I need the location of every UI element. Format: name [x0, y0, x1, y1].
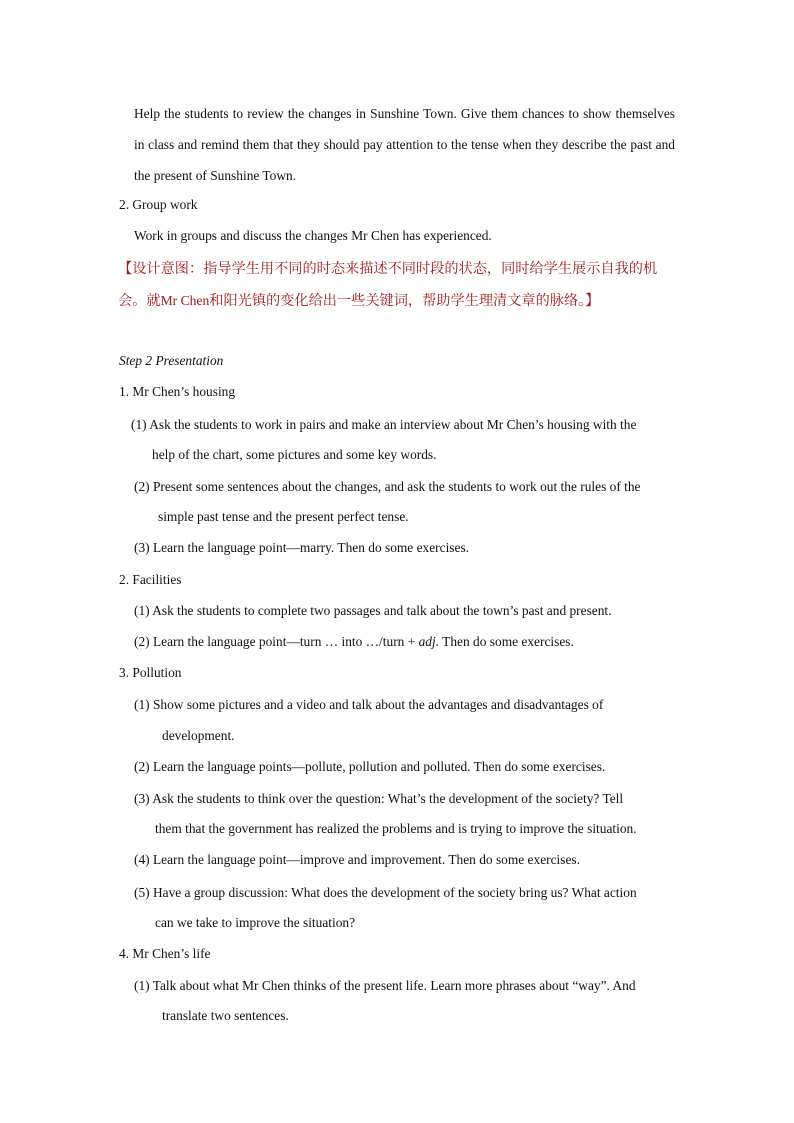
pollution-item-5-line-2: can we take to improve the situation?: [155, 915, 356, 930]
life-item-1-line-2: translate two sentences.: [162, 1008, 289, 1023]
group-work-heading: 2. Group work: [119, 197, 198, 212]
pollution-item-5-line-1: (5) Have a group discussion: What does the development of the society bring us? What action: [134, 885, 637, 900]
pollution-item-1-line-2: development.: [162, 728, 235, 743]
housing-item-2-line-2: simple past tense and the present perfect tense.: [158, 509, 409, 524]
pollution-item-3: [134, 783, 675, 814]
note-open-bracket: 【: [118, 261, 133, 277]
pollution-item-4: (4) Learn the language point—improve and improvement. Then do some exercises.: [134, 852, 580, 867]
note-close-bracket: 】: [585, 293, 600, 309]
facilities-item-1: (1) Ask the students to complete two passages and talk about the town’s past and present.: [134, 603, 612, 618]
facilities-heading: 2. Facilities: [119, 572, 182, 587]
note-english-name: Mr Chen: [160, 293, 210, 308]
life-item-1-line-1: (1) Talk about what Mr Chen thinks of the present life. Learn more phrases about “way”. And: [134, 978, 636, 993]
pollution-item-3-line-2: them that the government has realized the problems and is trying to improve the situation.: [155, 821, 637, 836]
intro-paragraph: Help the students to review the changes in Sunshine Town. Give them chances to show themselves in class and remind them that they should pay attention to the tense when they describe the past and the present of Sunshine Town.: [134, 106, 675, 183]
pollution-item-3-line-1: (3) Ask the students to think over the question: What’s the development of the society? Tell: [134, 791, 624, 806]
housing-item-1-line-2: help of the chart, some pictures and some key words.: [152, 447, 437, 462]
housing-item-2: [134, 471, 675, 502]
note-text-1: 设计意图：指导学生用不同的时态来描述不同时段的状态，同时给学生展示自我的机会。就: [118, 261, 658, 309]
note-text-2: 和阳光镇的变化给出一些关键词，帮助学生理清文章的脉络。: [209, 293, 586, 309]
step2-heading: Step 2 Presentation: [119, 353, 224, 368]
housing-heading: 1. Mr Chen’s housing: [119, 384, 236, 399]
pollution-item-1-line-1: (1) Show some pictures and a video and talk about the advantages and disadvantages of: [134, 697, 604, 712]
pollution-item-1: [134, 689, 675, 720]
life-heading: 4. Mr Chen’s life: [119, 946, 211, 961]
housing-item-1-line-1: (1) Ask the students to work in pairs and make an interview about Mr Chen’s housing with the: [131, 417, 637, 432]
group-work-text: Work in groups and discuss the changes Mr Chen has experienced.: [134, 228, 492, 243]
pollution-item-5: [134, 877, 675, 908]
pollution-item-2: (2) Learn the language points—pollute, pollution and polluted. Then do some exercises.: [134, 759, 606, 774]
housing-item-1: [131, 409, 675, 440]
life-item-1: [134, 970, 675, 1001]
housing-item-3: (3) Learn the language point—marry. Then do some exercises.: [134, 540, 470, 555]
housing-item-2-line-1: (2) Present some sentences about the changes, and ask the students to work out the rules of the: [134, 479, 641, 494]
design-note: [118, 254, 678, 317]
pollution-heading: 3. Pollution: [119, 665, 182, 680]
facilities-item-2: (2) Learn the language point—turn … into …/turn + adj. Then do some exercises.: [134, 634, 574, 649]
